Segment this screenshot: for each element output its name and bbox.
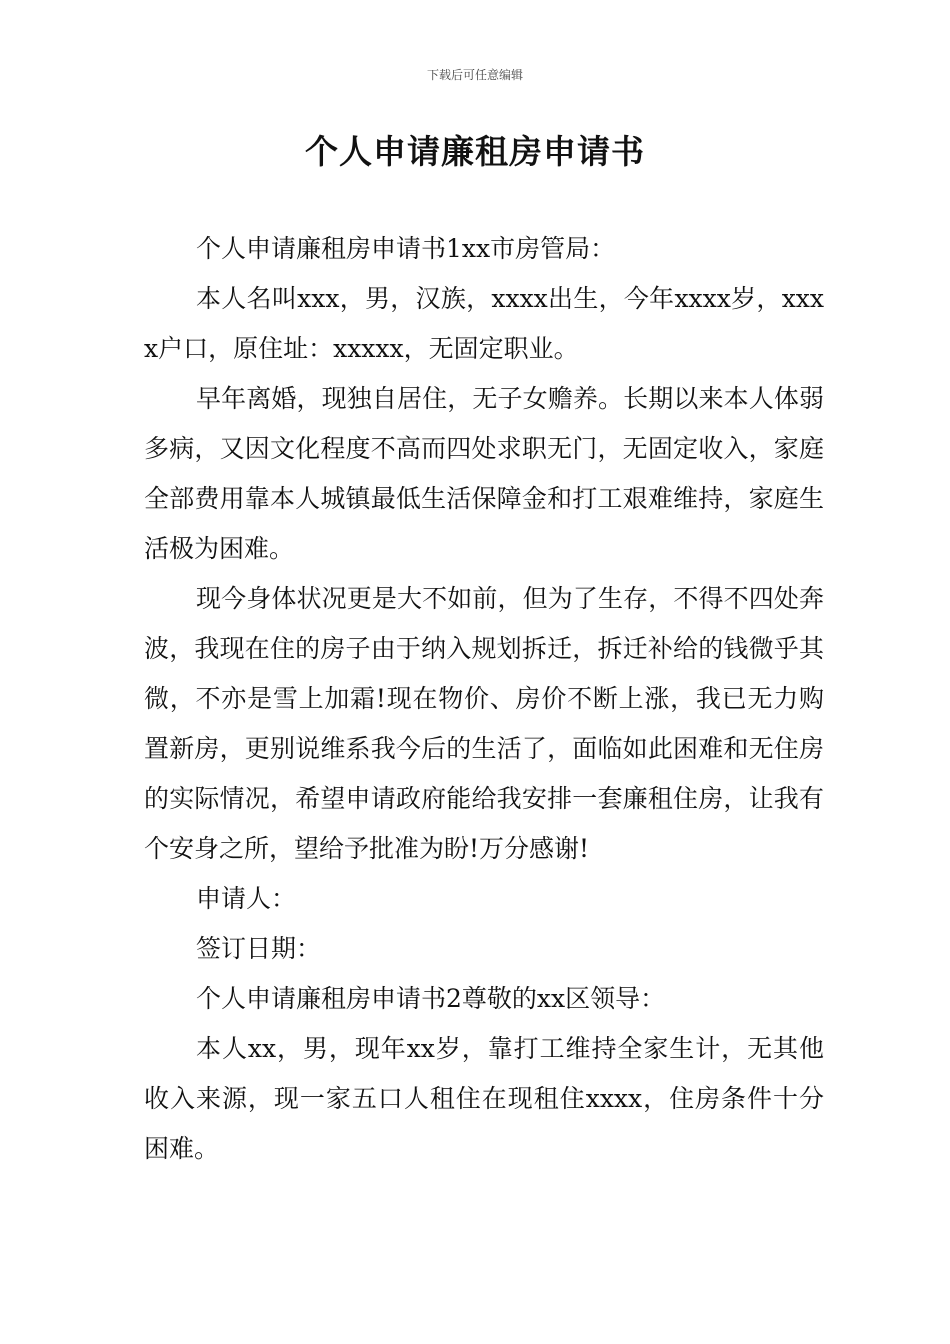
paragraph-salutation-2: 个人申请廉租房申请书2尊敬的xx区领导：	[196, 984, 666, 1013]
paragraph-applicant: 申请人：	[196, 884, 297, 913]
document-body	[144, 224, 824, 1174]
document-title: 个人申请廉租房申请书	[305, 132, 645, 171]
paragraph-salutation-1: 个人申请廉租房申请书1xx市房管局：	[196, 234, 616, 263]
paragraph-personal-info: 本人名叫xxx，男，汉族，xxxx出生，今年xxxx岁，xxxx户口，原住址：xxxxx，无固定职业。	[144, 284, 824, 363]
paragraph-signing-date: 签订日期：	[196, 934, 322, 963]
page-header-note: 下载后可任意编辑	[426, 68, 523, 82]
paragraph-request: 现今身体状况更是大不如前，但为了生存，不得不四处奔波，我现在住的房子由于纳入规划拆迁，拆迁补给的钱微乎其微，不亦是雪上加霜!现在物价、房价不断上涨，我已无力购置新房，更别说维系我今后的生活了，面临如此困难和无住房的实际情况，希望申请政府能给我安排一套廉租住房，让我有个安身之所，望给予批准为盼!万分感谢!	[144, 584, 824, 863]
paragraph-second-letter-intro: 本人xx，男，现年xx岁，靠打工维持全家生计，无其他收入来源，现一家五口人租住在现租住xxxx，住房条件十分困难。	[144, 1034, 824, 1163]
paragraph-background: 早年离婚，现独自居住，无子女赡养。长期以来本人体弱多病，又因文化程度不高而四处求职无门，无固定收入，家庭全部费用靠本人城镇最低生活保障金和打工艰难维持，家庭生活极为困难。	[144, 384, 824, 563]
